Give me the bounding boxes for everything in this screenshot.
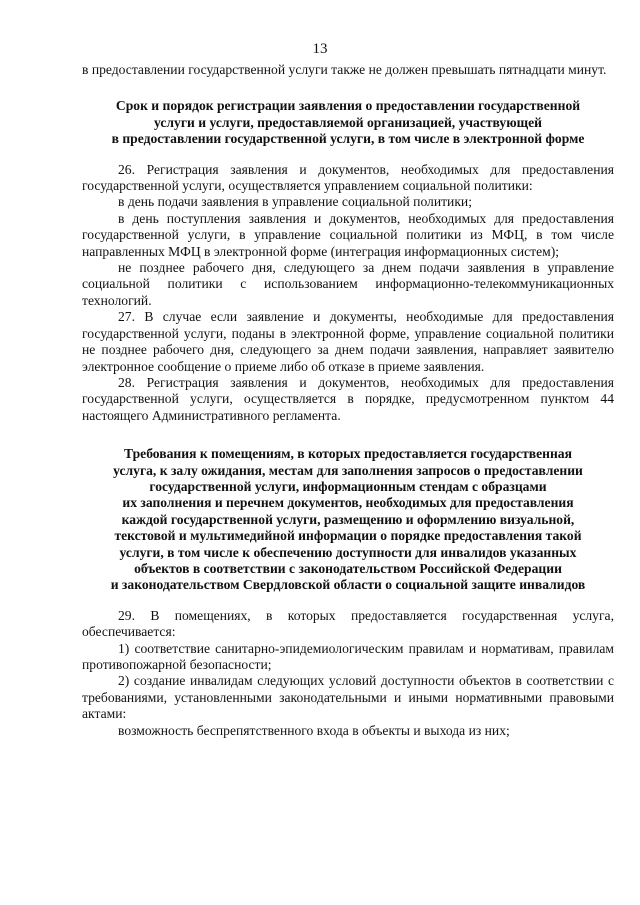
paragraph-28: 28. Регистрация заявления и документов, необходимых для предоставления государственной услуги, осуществляется в порядке, предусмотренном пунктом 44 настоящего Административного регламента. <box>82 374 614 423</box>
heading-line: и законодательством Свердловской области о социальной защите инвалидов <box>110 577 586 593</box>
heading-line: Требования к помещениям, в которых предоставляется государственная <box>124 446 572 462</box>
section-heading-premises-requirements <box>82 446 614 594</box>
heading-line: услуга, к залу ожидания, местам для заполнения запросов о предоставлении <box>113 462 583 478</box>
paragraph-26-item-2: в день поступления заявления и документов, необходимых для предоставления государственной услуги, в управление социальной политики из МФЦ, в том числе направленных МФЦ в электронной форме (интеграция информационных систем); <box>82 210 614 259</box>
paragraph-26: 26. Регистрация заявления и документов, необходимых для предоставления государственной услуги, осуществляется управлением социальной политики: <box>82 161 614 194</box>
paragraph-29-item-1: 1) соответствие санитарно-эпидемиологическим правилам и нормативам, правилам противопожарной безопасности; <box>82 640 614 672</box>
section-heading-registration <box>82 98 614 147</box>
paragraph-29-item-2-sub: возможность беспрепятственного входа в объекты и выхода из них; <box>118 722 510 738</box>
heading-line: каждой государственной услуги, размещению и оформлению визуальной, <box>121 511 575 527</box>
intro-paragraph: в предоставлении государственной услуги также не должен превышать пятнадцати минут. <box>82 62 607 77</box>
paragraph-29: 29. В помещениях, в которых предоставляется государственная услуга, обеспечивается: <box>82 607 614 640</box>
heading-line: текстовой и мультимедийной информации о порядке предоставления такой <box>114 528 582 544</box>
paragraph-26-item-3: не позднее рабочего дня, следующего за днем подачи заявления в управление социальной политики с использованием информационно-телекоммуникационных технологий. <box>82 260 614 308</box>
paragraph-27: 27. В случае если заявление и документы, необходимые для предоставления государственной услуги, поданы в электронной форме, управление социальной политики не позднее рабочего дня, следующего за днем подачи заявления, направляет заявителю электронное сообщение о приеме либо об отказе в приеме заявления. <box>82 309 614 374</box>
page-number: 13 <box>312 41 328 57</box>
document-body <box>82 62 614 739</box>
paragraph-26-item-1: в день подачи заявления в управление социальной политики; <box>118 194 472 210</box>
heading-line: услуги, в том числе к обеспечению доступности для инвалидов указанных <box>119 544 577 560</box>
heading-line: услуги и услуги, предоставляемой организацией, участвующей <box>154 114 542 130</box>
heading-line: Срок и порядок регистрации заявления о предоставлении государственной <box>115 98 581 114</box>
heading-line: их заполнения и перечнем документов, необходимых для предоставления <box>122 495 574 511</box>
paragraph-29-item-2: 2) создание инвалидам следующих условий доступности объектов в соответствии с требованиями, установленными законодательными и иными нормативными правовыми актами: <box>82 673 614 722</box>
heading-line: объектов в соответствии с законодательством Российской Федерации <box>134 560 562 576</box>
heading-line: в предоставлении государственной услуги, в том числе в электронной форме <box>111 131 585 147</box>
heading-line: государственной услуги, информационным стендам с образцами <box>149 478 547 494</box>
